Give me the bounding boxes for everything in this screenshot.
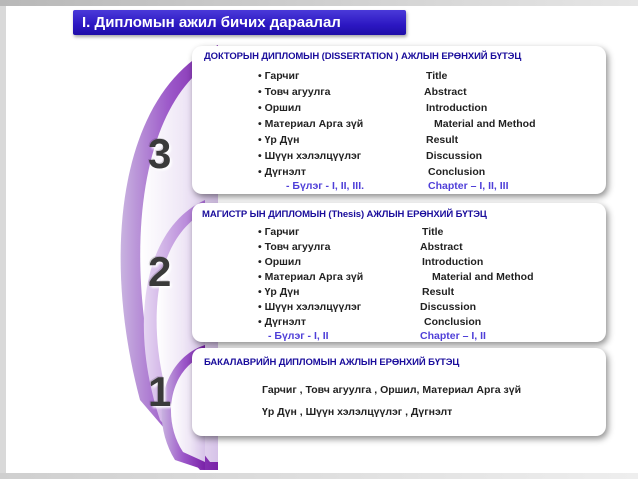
list-item-mn: • Материал Арга зүй bbox=[258, 118, 364, 130]
list-item-mn: • Гарчиг bbox=[258, 226, 300, 238]
panel-bachelor bbox=[192, 348, 606, 436]
list-item-mn: • Материал Арга зүй bbox=[258, 271, 364, 283]
level-number-1: 1 bbox=[148, 368, 172, 415]
chapter-label-mn: - Бүлэг - I, II bbox=[268, 330, 329, 342]
list-item-en: Conclusion bbox=[424, 316, 482, 328]
list-item-mn: • Шүүн хэлэлцүүлэг bbox=[258, 301, 362, 313]
list-item-mn: • Үр Дүн bbox=[258, 286, 300, 298]
chapter-label-mn: - Бүлэг - I, II, III. bbox=[286, 180, 365, 192]
list-item-en: Abstract bbox=[424, 86, 467, 98]
page-title: I. Дипломын ажил бичих дараалал bbox=[82, 14, 341, 31]
list-item-mn: • Дүгнэлт bbox=[258, 316, 306, 328]
title-bar bbox=[73, 10, 406, 35]
panel-heading-master: МАГИСТР ЫН ДИПЛОМЫН (Thesis) АЖЛЫН ЕРӨНХИЙ БҮТЭЦ bbox=[202, 209, 487, 220]
panel-heading-doctoral: ДОКТОРЫН ДИПЛОМЫН (DISSERTATION ) АЖЛЫН ЕРӨНХИЙ БҮТЭЦ bbox=[204, 51, 522, 62]
bachelor-structure-line-1: Гарчиг , Товч агуулга , Оршил, Материал Арга зүй bbox=[262, 384, 522, 396]
list-item-mn: • Оршил bbox=[258, 102, 302, 114]
list-item-en: Abstract bbox=[420, 241, 463, 253]
level-number-3: 3 bbox=[148, 130, 172, 177]
list-item-mn: • Үр Дүн bbox=[258, 134, 300, 146]
list-item-mn: • Товч агуулга bbox=[258, 241, 331, 253]
list-item-en: Introduction bbox=[422, 256, 484, 268]
list-item-en: Discussion bbox=[426, 150, 483, 162]
chapter-label-en: Chapter – I, II bbox=[420, 330, 486, 342]
list-item-en: Result bbox=[422, 286, 455, 298]
list-item-mn: • Дүгнэлт bbox=[258, 166, 306, 178]
list-item-mn: • Товч агуулга bbox=[258, 86, 331, 98]
list-item-en: Introduction bbox=[426, 102, 488, 114]
list-item-en: Title bbox=[426, 70, 448, 82]
chapter-label-en: Chapter – I, II, III bbox=[428, 180, 509, 192]
list-item-mn: • Оршил bbox=[258, 256, 302, 268]
list-item-en: Material and Method bbox=[434, 118, 536, 130]
list-item-en: Material and Method bbox=[432, 271, 534, 283]
list-item-mn: • Гарчиг bbox=[258, 70, 300, 82]
level-number-2: 2 bbox=[148, 248, 172, 295]
panel-heading-bachelor: БАКАЛАВРИЙН ДИПЛОМЫН АЖЛЫН ЕРӨНХИЙ БҮТЭЦ bbox=[204, 357, 460, 368]
list-item-mn: • Шүүн хэлэлцүүлэг bbox=[258, 150, 362, 162]
bachelor-structure-line-2: Үр Дүн , Шүүн хэлэлцүүлэг , Дүгнэлт bbox=[262, 406, 453, 418]
list-item-en: Discussion bbox=[420, 301, 477, 313]
panel-doctoral bbox=[192, 46, 606, 194]
list-item-en: Conclusion bbox=[428, 166, 486, 178]
list-item-en: Result bbox=[426, 134, 459, 146]
panel-master bbox=[192, 203, 606, 342]
list-item-en: Title bbox=[422, 226, 444, 238]
